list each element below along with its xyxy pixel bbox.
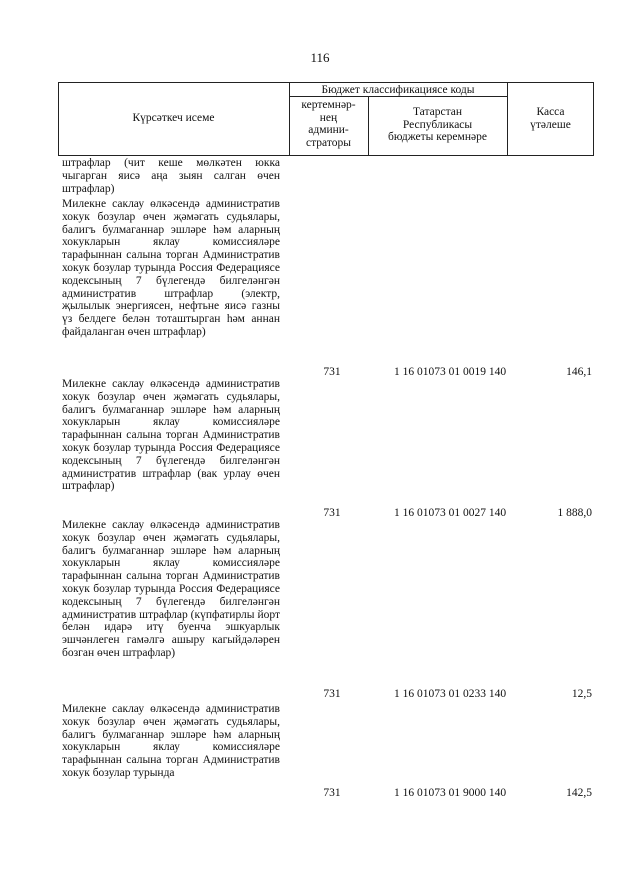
admin-code: 731 [323,507,341,519]
page-number: 116 [310,50,330,65]
table-row-indicator: Милекне саклау өлкәсендә административ хокук бозулар өчен җәмәгать судьялары, балигъ булмаганнар эшләре һәм аларның хокукларын яклау комиссияләре тарафыннан салына торган Административ хокук бозулар турында Россия Федерациясе кодексының 7 бүлегендә билгеләнгән административ штрафлар (күпфатирлы йорт белән идарә итү буенча эшкуарлык эшчәнлеген гамәлгә ашыру кагыйдәләрен бозган өчен штрафлар) [62,519,280,659]
continuation-text: штрафлар (чит кеше мөлкәтен юкка чыгарган яисә аңа зыян салган өчен штрафлар) [62,157,280,195]
header-cash-execution: Касса үтәлеше [530,106,571,131]
header-indicator-name: Күрсәткеч исеме [132,112,215,124]
table-row-indicator: Милекне саклау өлкәсендә административ хокук бозулар өчен җәмәгать судьялары, балигъ булмаганнар эшләре һәм аларның хокукларын яклау комиссияләре тарафыннан салына торган Административ хокук бозулар турында Россия Федерациясе кодексының 7 бүлегендә билгеләнгән административ штрафлар (электр, җылылык энергиясен, нефтьне яисә газны үз белдеге белән тоташтырган һәм аннан файдаланган өчен штрафлар) [62,198,280,338]
cash-amount: 12,5 [571,688,592,700]
admin-code: 731 [323,366,341,378]
admin-code: 731 [323,787,341,799]
header-republic-budget-income: Татарстан Республикасы бюджеты керемнәре [388,106,487,143]
header-revenue-administrator: кертемнәр- нең админи- страторы [301,99,356,149]
table-row-indicator: Милекне саклау өлкәсендә административ хокук бозулар өчен җәмәгать судьялары, балигъ булмаганнар эшләре һәм аларның хокукларын яклау комиссияләре тарафыннан салына торган Административ хокук бозулар турында Россия Федерациясе кодексының 7 бүлегендә билгеләнгән административ штрафлар (вак урлау өчен штрафлар) [62,378,280,493]
admin-code: 731 [323,688,341,700]
cash-amount: 146,1 [566,366,592,378]
table-row-indicator: Милекне саклау өлкәсендә административ хокук бозулар өчен җәмәгать судьялары, балигъ булмаганнар эшләре һәм аларның хокукларын яклау комиссияләре тарафыннан салына торган Административ хокук бозулар турында [62,703,280,779]
budget-code: 1 16 01073 01 0027 140 [393,507,507,519]
cash-amount: 1 888,0 [557,507,592,519]
header-budget-classification: Бюджет классификациясе коды [321,84,475,96]
budget-code: 1 16 01073 01 9000 140 [393,787,507,799]
cash-amount: 142,5 [566,787,592,799]
budget-code: 1 16 01073 01 0019 140 [393,366,507,378]
budget-code: 1 16 01073 01 0233 140 [393,688,507,700]
